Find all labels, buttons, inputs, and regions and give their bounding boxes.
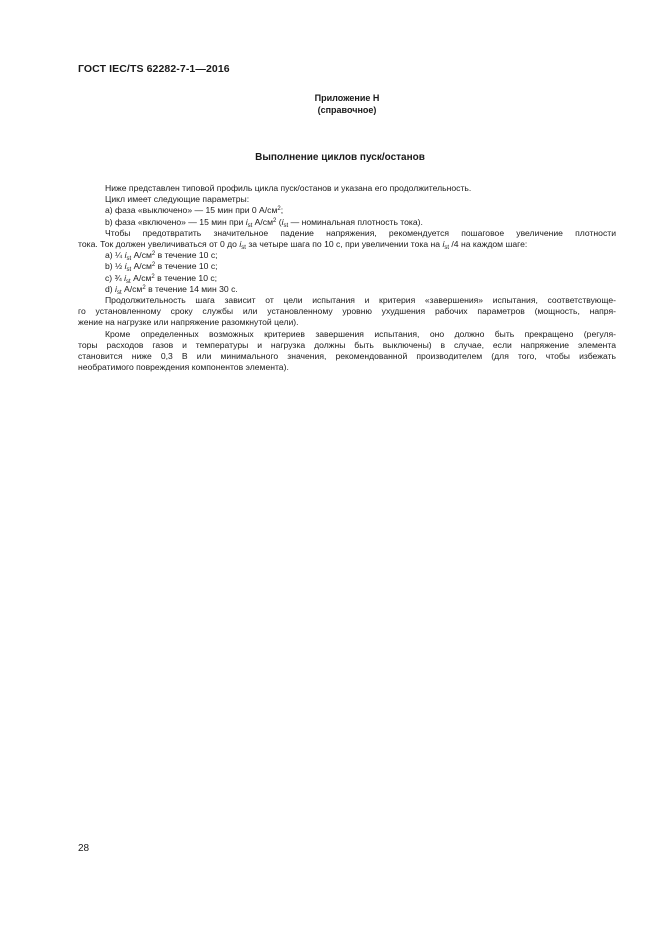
paragraph-duration-line2: го установленному сроку службы или установленному уровню ухудшения рабочих параметров (мощность, напря- bbox=[78, 306, 616, 317]
paragraph-params: Цикл имеет следующие параметры: bbox=[105, 194, 250, 205]
paragraph-criteria-line2: торы расходов газов и температуры и нагрузка должны быть выключены) в случае, если напряжение элемента bbox=[78, 339, 616, 350]
paragraph-intro: Ниже представлен типовой профиль цикла пуск/останов и указана его продолжительность. bbox=[105, 183, 472, 193]
paragraph-prevent-line1: Чтобы предотвратить значительное падение напряжения, рекомендуется пошаговое увеличение плотности bbox=[105, 227, 616, 238]
annex-label: Приложение Н bbox=[314, 93, 380, 103]
paragraph-duration-line3: жение на нагрузке или напряжение разомкнутой цели). bbox=[78, 317, 299, 328]
paragraph-duration-line1: Продолжительность шага зависит от цели испытания и критерия «завершения» испытания, соответствующе- bbox=[105, 295, 616, 306]
list-item-step-c: c) ¾ $i_{st}$ $А/см^2$ в течение 10 с; bbox=[105, 272, 218, 285]
list-item-phase-off: а) фаза «выключено» — 15 мин при 0 $А/см^2$; bbox=[105, 205, 284, 216]
paragraph-criteria-line4: необратимого повреждения компонентов элемента). bbox=[78, 362, 289, 373]
list-item-step-d: d) $i_{st}$ $А/см^2$ в течение 14 мин 30 с. bbox=[105, 283, 238, 296]
body-text bbox=[78, 183, 616, 373]
list-item-step-a: а) ¼ $i_{st}$ $А/см^2$ в течение 10 с; bbox=[105, 250, 218, 263]
standard-designation: ГОСТ IEC/TS 62282-7-1—2016 bbox=[78, 63, 230, 75]
annex-type: (справочное) bbox=[317, 105, 377, 115]
list-item-phase-on: b) фаза «включено» — 15 мин при $i_{st}$ $А/см^2$ ($i_{st}$ — номинальная плотность тока). bbox=[105, 216, 423, 229]
paragraph-criteria-line1: Кроме определенных возможных критериев завершения испытания, оно должно быть прекращено (регуля- bbox=[105, 328, 616, 339]
paragraph-prevent-line2: тока. Ток должен увеличиваться от 0 до $i_{st}$ за четыре шага по 10 с, при увеличении тока на $i_{st}$ /4 на каждом шаге: bbox=[78, 239, 528, 252]
section-title: Выполнение циклов пуск/останов bbox=[255, 152, 425, 163]
page-number: 28 bbox=[78, 843, 90, 854]
list-item-step-b: b) ½ $i_{st}$ $А/см^2$ в течение 10 с; bbox=[105, 261, 218, 274]
paragraph-criteria-line3: становится ниже 0,3 В или минимального значения, рекомендованной производителем (для того, чтобы избежать bbox=[78, 351, 616, 362]
